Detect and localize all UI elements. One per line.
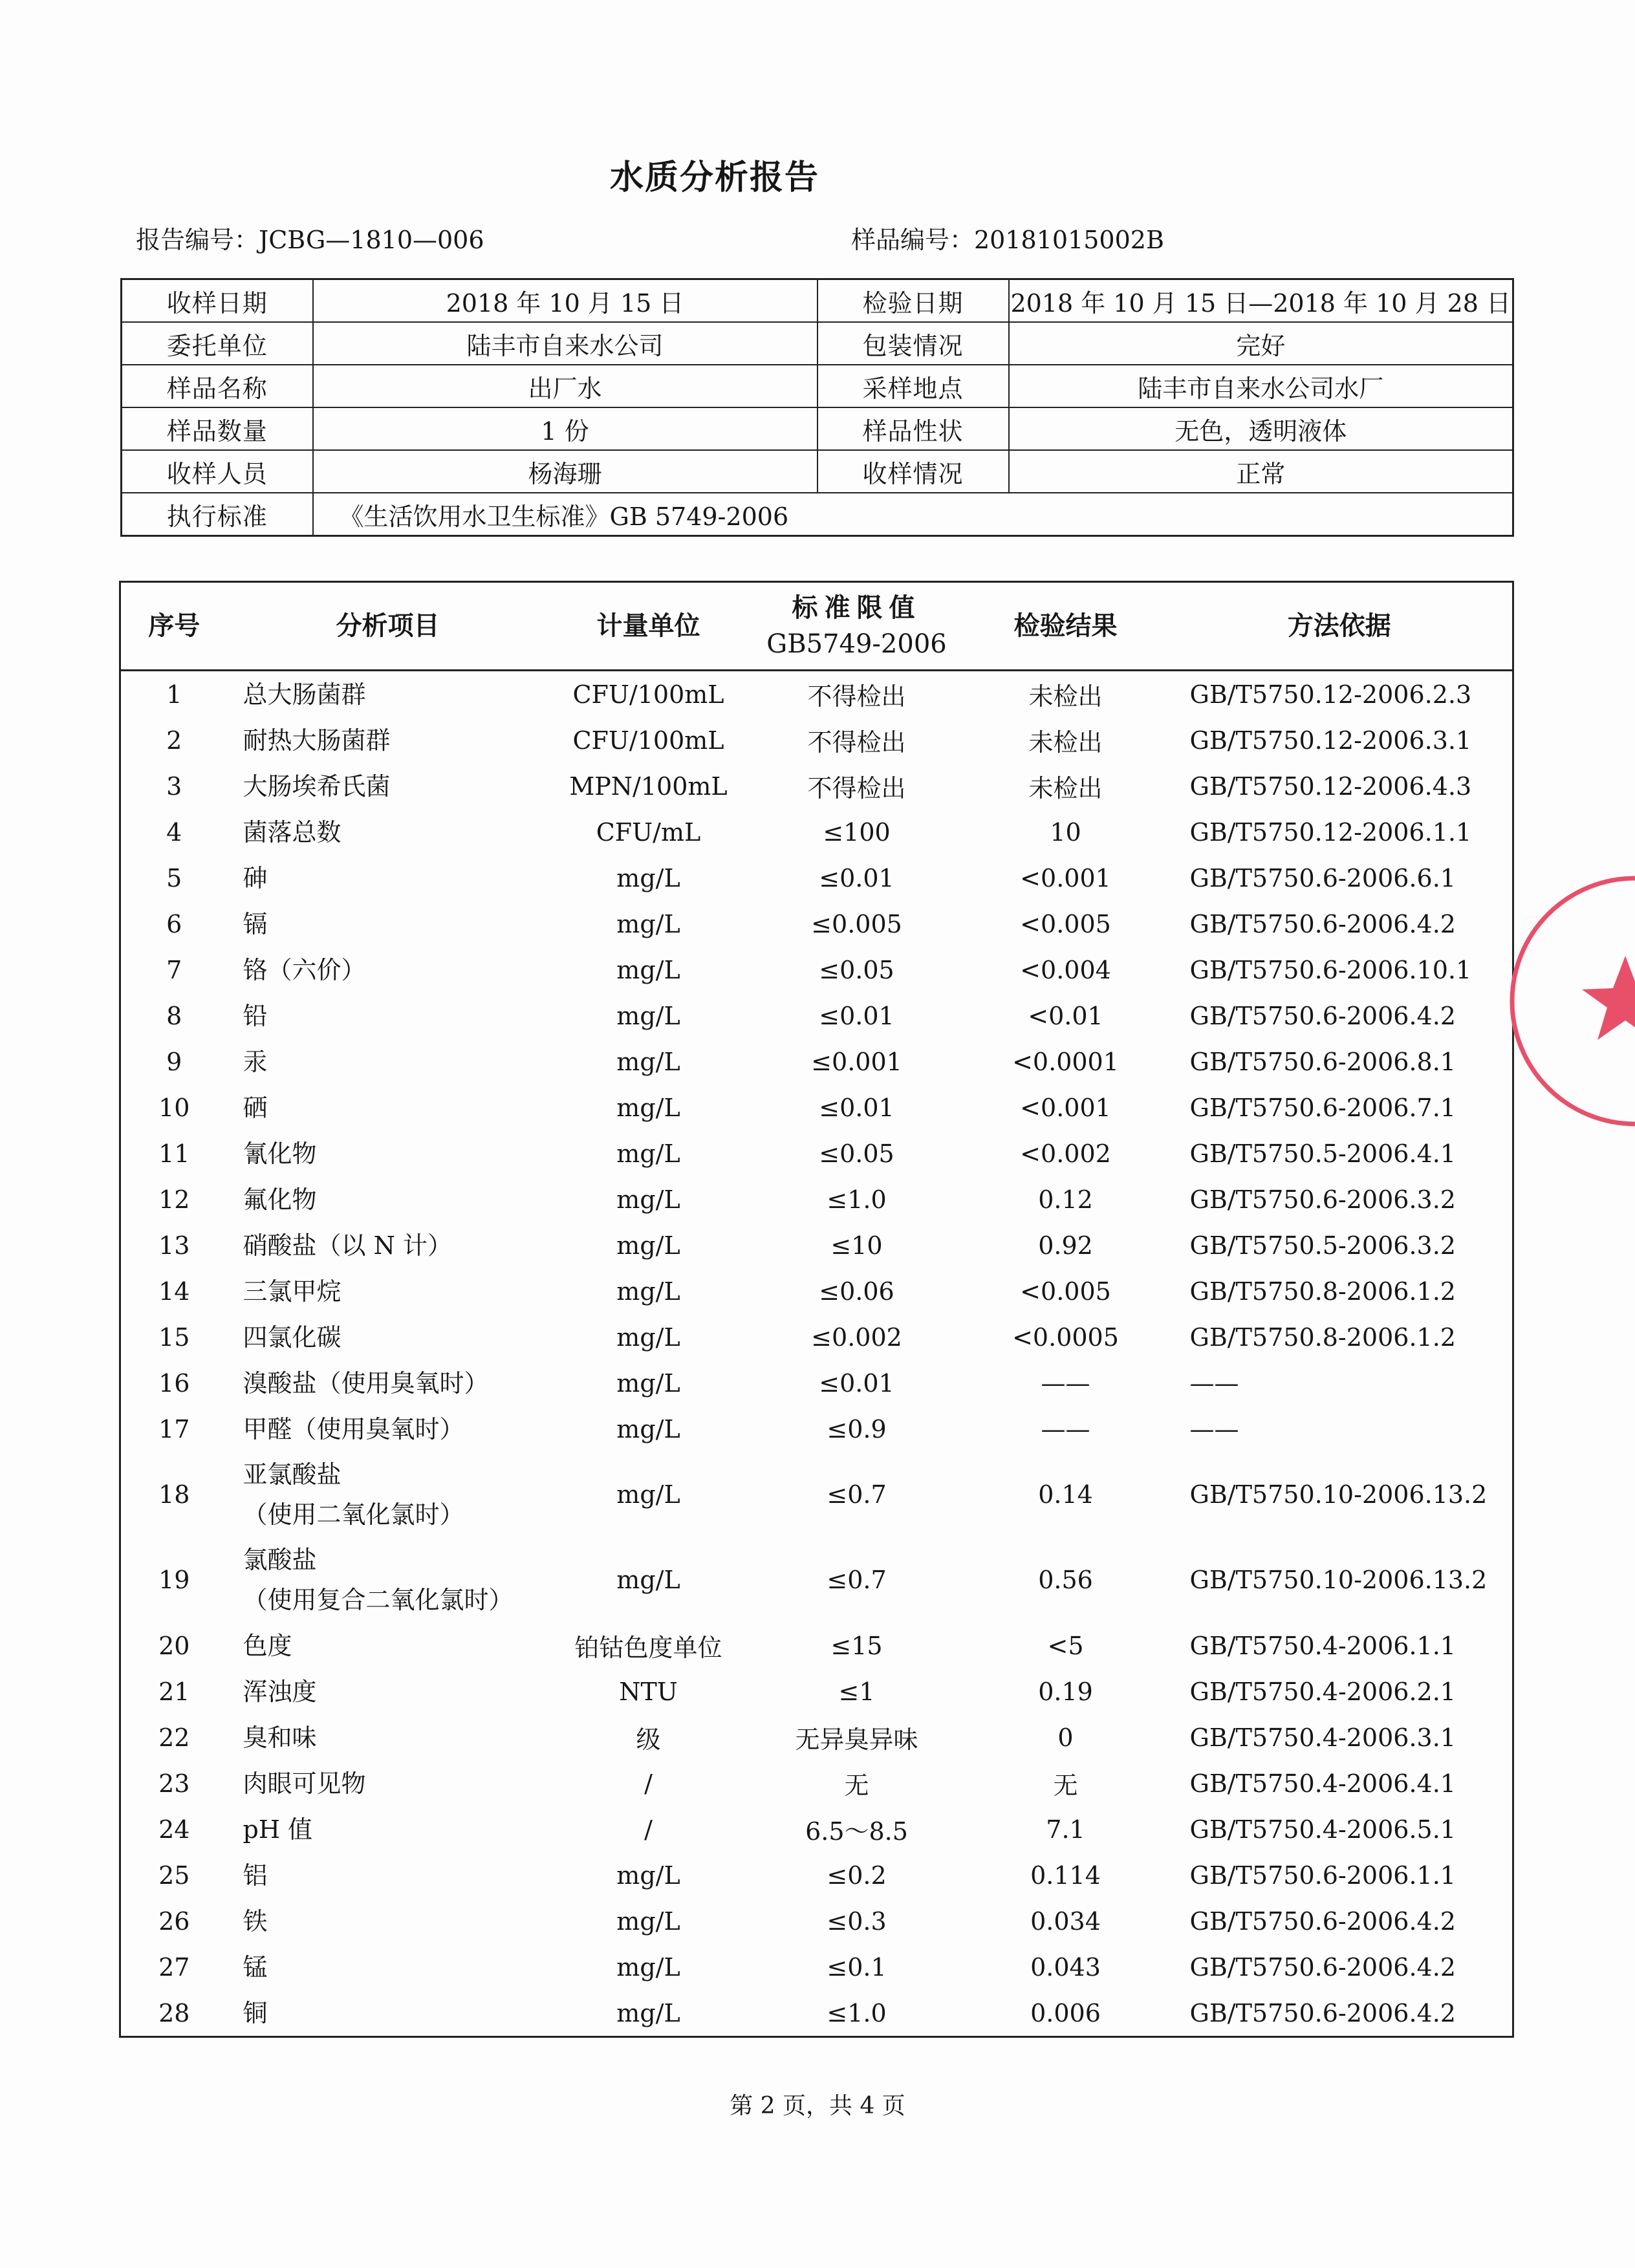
test-date-value: 2018 年 10 月 15 日—2018 年 10 月 28 日 [1009, 279, 1513, 323]
method-value: —— [1189, 1368, 1239, 1398]
client-label: 委托单位 [122, 322, 313, 365]
unit-value: mg/L [616, 1047, 680, 1076]
item-name: pH 值 [243, 1815, 313, 1844]
row-number: 9 [166, 1047, 182, 1076]
header-limit-title: 标准限值 [792, 592, 922, 623]
result-value: <0.0001 [1012, 1047, 1119, 1076]
seal-star-icon [1582, 956, 1635, 1040]
condition-label: 收样情况 [817, 450, 1009, 493]
method-value: GB/T5750.6-2006.4.2 [1189, 1998, 1456, 2027]
nature-label: 样品性状 [817, 407, 1009, 450]
report-number: 报告编号：JCBG—1810—006 [136, 226, 484, 254]
result-row [120, 1360, 1513, 1406]
limit-value: ≤100 [823, 817, 891, 847]
result-value: 10 [1050, 817, 1081, 847]
sample-number: 样品编号：20181015002B [851, 226, 1164, 254]
result-row [120, 901, 1513, 947]
method-value: GB/T5750.10-2006.13.2 [1189, 1566, 1488, 1594]
package-value: 完好 [1009, 322, 1513, 365]
unit-value: mg/L [616, 1368, 680, 1398]
result-row [120, 1314, 1513, 1360]
unit-value: mg/L [616, 863, 680, 892]
unit-value: NTU [619, 1677, 678, 1706]
result-row [120, 717, 1513, 763]
result-value: <0.01 [1028, 1001, 1103, 1030]
method-value: GB/T5750.4-2006.3.1 [1189, 1723, 1456, 1752]
unit-value: mg/L [616, 1139, 680, 1168]
item-name: 氟化物 [243, 1185, 317, 1214]
method-value: GB/T5750.6-2006.3.2 [1189, 1185, 1456, 1214]
row-number: 24 [158, 1815, 190, 1844]
method-value: GB/T5750.12-2006.4.3 [1189, 772, 1472, 801]
result-row [120, 1222, 1513, 1268]
result-value: 未检出 [1028, 774, 1103, 803]
limit-value: ≤0.002 [811, 1323, 902, 1352]
result-value: 无 [1053, 1771, 1078, 1800]
row-number: 3 [166, 772, 182, 801]
result-value: 0 [1057, 1723, 1074, 1752]
unit-value: mg/L [616, 1093, 680, 1122]
result-row [120, 1268, 1513, 1314]
result-row [120, 1452, 1513, 1537]
result-row [120, 855, 1513, 901]
header-result: 检验结果 [965, 582, 1167, 671]
row-number: 4 [166, 817, 182, 847]
result-row [120, 1537, 1513, 1623]
header-item: 分析项目 [228, 582, 548, 671]
nature-value: 无色，透明液体 [1009, 407, 1513, 450]
receive-date-value: 2018 年 10 月 15 日 [313, 279, 817, 323]
result-value: 0.114 [1030, 1861, 1101, 1890]
row-number: 17 [158, 1414, 190, 1443]
limit-value: ≤0.05 [819, 955, 894, 984]
limit-value: ≤0.05 [819, 1139, 894, 1168]
header-method: 方法依据 [1167, 582, 1513, 671]
location-label: 采样地点 [817, 365, 1009, 407]
method-value: GB/T5750.6-2006.6.1 [1189, 863, 1456, 892]
package-label: 包装情况 [817, 322, 1009, 365]
result-value: <0.0005 [1012, 1323, 1119, 1352]
result-row [120, 763, 1513, 809]
row-number: 15 [158, 1323, 190, 1352]
result-value: 0.19 [1038, 1677, 1093, 1706]
item-name: 耐热大肠菌群 [243, 726, 391, 755]
report-title: 水质分析报告 [609, 158, 819, 197]
sample-name-label: 样品名称 [122, 365, 313, 407]
info-row [122, 322, 1513, 365]
header-unit: 计量单位 [548, 582, 749, 671]
item-name: 氰化物 [243, 1139, 317, 1168]
method-value: GB/T5750.10-2006.13.2 [1189, 1480, 1488, 1509]
limit-value: ≤0.001 [811, 1047, 902, 1076]
item-name: 铬（六价） [243, 955, 366, 984]
item-name-line1: 氯酸盐 [243, 1546, 317, 1574]
item-name: 肉眼可见物 [243, 1769, 366, 1798]
result-value: 0.14 [1038, 1480, 1093, 1509]
method-value: GB/T5750.6-2006.4.2 [1189, 1001, 1456, 1030]
limit-value: ≤1.0 [827, 1185, 887, 1214]
result-value: <0.001 [1020, 863, 1111, 892]
row-number: 2 [166, 726, 182, 755]
limit-value: 无异臭异味 [795, 1725, 918, 1754]
limit-value: 不得检出 [807, 774, 906, 803]
result-value: <0.001 [1020, 1093, 1111, 1122]
item-name: 铜 [243, 1998, 268, 2027]
limit-value: 不得检出 [807, 682, 906, 711]
result-row [120, 1039, 1513, 1085]
item-name: 浑浊度 [243, 1677, 317, 1706]
result-value: <0.005 [1020, 1277, 1111, 1306]
quantity-label: 样品数量 [122, 407, 313, 450]
result-value: —— [1041, 1368, 1090, 1398]
limit-value: 无 [844, 1771, 869, 1800]
item-name [228, 1537, 548, 1623]
result-row [120, 809, 1513, 855]
test-date-label: 检验日期 [817, 279, 1009, 323]
sample-name-value: 出厂水 [313, 365, 817, 407]
method-value: GB/T5750.4-2006.1.1 [1189, 1631, 1456, 1660]
result-value: <0.002 [1020, 1139, 1111, 1168]
result-value: <5 [1047, 1631, 1084, 1660]
method-value: GB/T5750.4-2006.5.1 [1189, 1815, 1456, 1844]
location-value: 陆丰市自来水公司水厂 [1009, 365, 1513, 407]
client-value: 陆丰市自来水公司 [313, 322, 817, 365]
limit-value: ≤0.005 [811, 909, 902, 938]
row-number: 14 [158, 1277, 190, 1306]
row-number: 26 [158, 1906, 190, 1936]
unit-value: mg/L [616, 1998, 680, 2027]
unit-value: mg/L [616, 1952, 680, 1982]
item-name: 溴酸盐（使用臭氧时） [243, 1368, 489, 1398]
limit-value: ≤15 [830, 1631, 883, 1660]
item-name: 铁 [243, 1906, 268, 1936]
unit-value: / [644, 1815, 653, 1844]
unit-value: mg/L [616, 1906, 680, 1936]
row-number: 27 [158, 1952, 190, 1982]
unit-value: mg/L [616, 1861, 680, 1890]
method-value: GB/T5750.6-2006.7.1 [1189, 1093, 1456, 1122]
info-row [122, 493, 1513, 536]
limit-value: ≤0.7 [827, 1480, 887, 1509]
quantity-value: 1 份 [313, 407, 817, 450]
header-limit-standard: GB5749-2006 [766, 629, 947, 659]
item-name: 汞 [243, 1047, 268, 1076]
limit-value: ≤0.9 [827, 1414, 887, 1443]
row-number: 25 [158, 1861, 190, 1890]
item-name: 三氯甲烷 [243, 1277, 341, 1306]
limit-value: ≤1 [838, 1677, 875, 1706]
method-value: GB/T5750.4-2006.4.1 [1189, 1769, 1456, 1798]
row-number: 20 [158, 1631, 190, 1660]
standard-label: 执行标准 [122, 493, 313, 536]
red-seal-stamp [1499, 852, 1635, 1150]
unit-value: mg/L [616, 1231, 680, 1260]
result-value: 7.1 [1046, 1815, 1085, 1844]
result-row [120, 1406, 1513, 1452]
info-row [122, 407, 1513, 450]
item-name: 四氯化碳 [243, 1323, 341, 1352]
result-value: 0.12 [1038, 1185, 1093, 1214]
row-number: 13 [158, 1231, 190, 1260]
unit-value: CFU/mL [596, 817, 701, 847]
unit-value: CFU/100mL [572, 726, 724, 755]
result-row [120, 947, 1513, 993]
limit-value: ≤0.01 [819, 863, 894, 892]
receiver-value: 杨海珊 [313, 450, 817, 493]
unit-value: mg/L [616, 1566, 680, 1594]
method-value: GB/T5750.5-2006.4.1 [1189, 1139, 1456, 1168]
result-row [120, 1806, 1513, 1852]
result-row [120, 993, 1513, 1039]
row-number: 22 [158, 1723, 190, 1752]
unit-value: 级 [636, 1725, 661, 1754]
result-row [120, 1760, 1513, 1806]
unit-value: mg/L [616, 1277, 680, 1306]
method-value: GB/T5750.4-2006.2.1 [1189, 1677, 1456, 1706]
item-name: 砷 [243, 863, 268, 892]
method-value: GB/T5750.6-2006.4.2 [1189, 909, 1456, 938]
method-value: GB/T5750.12-2006.3.1 [1189, 726, 1472, 755]
row-number: 6 [166, 909, 182, 938]
limit-value: ≤10 [830, 1231, 883, 1260]
row-number: 28 [158, 1998, 190, 2027]
header-no: 序号 [120, 582, 228, 671]
row-number: 21 [158, 1677, 190, 1706]
method-value: GB/T5750.6-2006.1.1 [1189, 1861, 1456, 1890]
unit-value: mg/L [616, 1185, 680, 1214]
unit-value: mg/L [616, 1323, 680, 1352]
unit-value: MPN/100mL [569, 772, 728, 801]
limit-value: ≤0.7 [827, 1566, 887, 1594]
row-number: 23 [158, 1769, 190, 1798]
item-name: 镉 [243, 909, 268, 938]
item-name: 臭和味 [243, 1723, 317, 1752]
limit-value: 6.5～8.5 [805, 1817, 908, 1846]
sample-info-table [120, 278, 1514, 537]
item-name: 硝酸盐（以 N 计） [243, 1231, 452, 1260]
info-row [122, 450, 1513, 493]
result-value: 0.034 [1030, 1906, 1101, 1936]
info-row [122, 279, 1513, 323]
info-row [122, 365, 1513, 407]
result-row [120, 1898, 1513, 1944]
limit-value: ≤1.0 [827, 1998, 887, 2027]
result-row [120, 1085, 1513, 1130]
result-row [120, 1669, 1513, 1714]
limit-value: ≤0.01 [819, 1368, 894, 1398]
limit-value: ≤0.1 [827, 1952, 887, 1982]
result-row [120, 1944, 1513, 1990]
item-name-line2: （使用二氧化氯时） [243, 1500, 464, 1529]
item-name: 硒 [243, 1093, 268, 1122]
limit-value: 不得检出 [807, 728, 906, 757]
item-name: 总大肠菌群 [243, 680, 366, 709]
row-number: 11 [158, 1139, 190, 1168]
unit-value: mg/L [616, 1414, 680, 1443]
unit-value: CFU/100mL [572, 680, 724, 709]
row-number: 12 [158, 1185, 190, 1214]
method-value: GB/T5750.5-2006.3.2 [1189, 1231, 1456, 1260]
result-row [120, 1714, 1513, 1760]
result-value: 0.92 [1038, 1231, 1093, 1260]
unit-value: mg/L [616, 955, 680, 984]
result-value: —— [1041, 1414, 1090, 1443]
standard-value: 《生活饮用水卫生标准》GB 5749-2006 [313, 493, 1513, 536]
result-value: 未检出 [1028, 728, 1103, 757]
method-value: —— [1189, 1414, 1239, 1443]
unit-value: mg/L [616, 909, 680, 938]
header-limit [749, 582, 965, 671]
item-name-line1: 亚氯酸盐 [243, 1460, 341, 1489]
limit-value: ≤0.06 [819, 1277, 894, 1306]
method-value: GB/T5750.6-2006.4.2 [1189, 1906, 1456, 1936]
limit-value: ≤0.01 [819, 1093, 894, 1122]
receiver-label: 收样人员 [122, 450, 313, 493]
page-footer: 第 2 页，共 4 页 [730, 2093, 905, 2119]
method-value: GB/T5750.12-2006.2.3 [1189, 680, 1472, 709]
analysis-results-table [119, 581, 1514, 2038]
unit-value: mg/L [616, 1001, 680, 1030]
method-value: GB/T5750.8-2006.1.2 [1189, 1277, 1456, 1306]
limit-value: ≤0.2 [827, 1861, 887, 1890]
results-header-row [120, 582, 1513, 671]
result-value: <0.005 [1020, 909, 1111, 938]
results-body [120, 671, 1513, 2037]
method-value: GB/T5750.6-2006.4.2 [1189, 1952, 1456, 1982]
item-name: 锰 [243, 1952, 268, 1982]
row-number: 19 [158, 1566, 190, 1594]
result-row [120, 1176, 1513, 1222]
unit-value: / [644, 1769, 653, 1798]
item-name: 铅 [243, 1001, 268, 1030]
row-number: 18 [158, 1480, 190, 1509]
result-value: 0.043 [1030, 1952, 1101, 1982]
condition-value: 正常 [1009, 450, 1513, 493]
result-value: 未检出 [1028, 682, 1103, 711]
item-name: 色度 [243, 1631, 292, 1660]
result-value: 0.006 [1030, 1998, 1101, 2027]
item-name: 铝 [243, 1861, 268, 1890]
result-row [120, 1623, 1513, 1669]
result-value: <0.004 [1020, 955, 1111, 984]
row-number: 10 [158, 1093, 190, 1122]
item-name [228, 1452, 548, 1537]
row-number: 1 [166, 680, 182, 709]
result-value: 0.56 [1038, 1566, 1093, 1594]
limit-value: ≤0.01 [819, 1001, 894, 1030]
result-row [120, 1990, 1513, 2037]
method-value: GB/T5750.6-2006.8.1 [1189, 1047, 1456, 1076]
item-name: 菌落总数 [243, 817, 341, 847]
result-row [120, 1852, 1513, 1898]
method-value: GB/T5750.8-2006.1.2 [1189, 1323, 1456, 1352]
item-name: 甲醛（使用臭氧时） [243, 1414, 464, 1443]
item-name-line2: （使用复合二氧化氯时） [243, 1586, 514, 1614]
result-row [120, 671, 1513, 718]
method-value: GB/T5750.12-2006.1.1 [1189, 817, 1472, 847]
row-number: 7 [166, 955, 182, 984]
row-number: 16 [158, 1368, 190, 1398]
item-name: 大肠埃希氏菌 [243, 772, 391, 801]
method-value: GB/T5750.6-2006.10.1 [1189, 955, 1472, 984]
row-number: 5 [166, 863, 182, 892]
receive-date-label: 收样日期 [122, 279, 313, 323]
unit-value: mg/L [616, 1480, 680, 1509]
row-number: 8 [166, 1001, 182, 1030]
limit-value: ≤0.3 [827, 1906, 887, 1936]
unit-value: 铂钴色度单位 [574, 1634, 722, 1662]
result-row [120, 1130, 1513, 1176]
